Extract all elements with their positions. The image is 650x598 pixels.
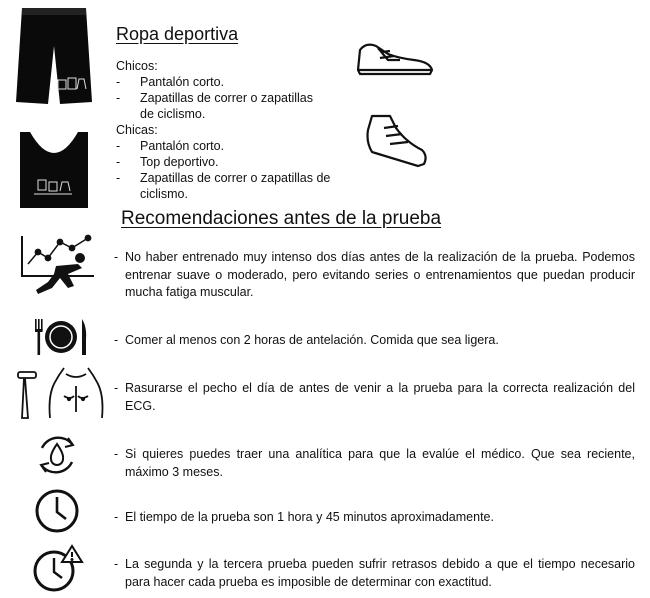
boys-label: Chicos: <box>116 59 158 73</box>
cutlery-plate-icon <box>32 319 90 355</box>
runner-chart-icon <box>18 234 100 298</box>
sportswear-list <box>116 58 346 202</box>
clock-icon <box>34 488 80 534</box>
list-item: - Pantalón corto. <box>116 74 346 90</box>
clock-warning-icon <box>32 544 84 594</box>
cycling-shoe-icon <box>362 112 432 170</box>
recommendation-item: - El tiempo de la prueba son 1 hora y 45 minutos aproximadamente. <box>114 510 494 524</box>
list-item: - Zapatillas de correr o zapatillas de ciclismo. <box>116 170 340 202</box>
recommendation-item: - Comer al menos con 2 horas de antelación. Comida que sea ligera. <box>114 333 499 347</box>
sports-top-image <box>16 130 92 210</box>
razor-torso-icon <box>16 366 106 420</box>
recommendation-item: - Si quieres puedes traer una analítica para que la evalúe el médico. Que sea reciente, máximo 3 meses. <box>114 447 635 479</box>
girls-label: Chicas: <box>116 123 158 137</box>
recommendation-item: - La segunda y la tercera prueba pueden sufrir retrasos debido a que el tiempo necesario para hacer cada prueba es imposible de determinar con exactitud. <box>114 557 635 589</box>
sportswear-title: Ropa deportiva <box>116 24 239 44</box>
recommendation-item: - No haber entrenado muy intenso dos días antes de la realización de la prueba. Podemos entrenar suave o moderado, pero evitando series o entrenamientos que puedan producir mucha fatiga muscular. <box>114 250 635 299</box>
shorts-image <box>14 6 94 106</box>
list-item: - Top deportivo. <box>116 154 346 170</box>
running-shoe-icon <box>354 38 436 82</box>
recommendations-title: Recomendaciones antes de la prueba <box>121 208 442 229</box>
list-item: - Zapatillas de correr o zapatillas de ciclismo. <box>116 90 325 122</box>
list-item: - Pantalón corto. <box>116 138 346 154</box>
blood-drop-cycle-icon <box>34 432 80 478</box>
recommendation-item: - Rasurarse el pecho el día de antes de venir a la prueba para la correcta realización del ECG. <box>114 381 635 413</box>
